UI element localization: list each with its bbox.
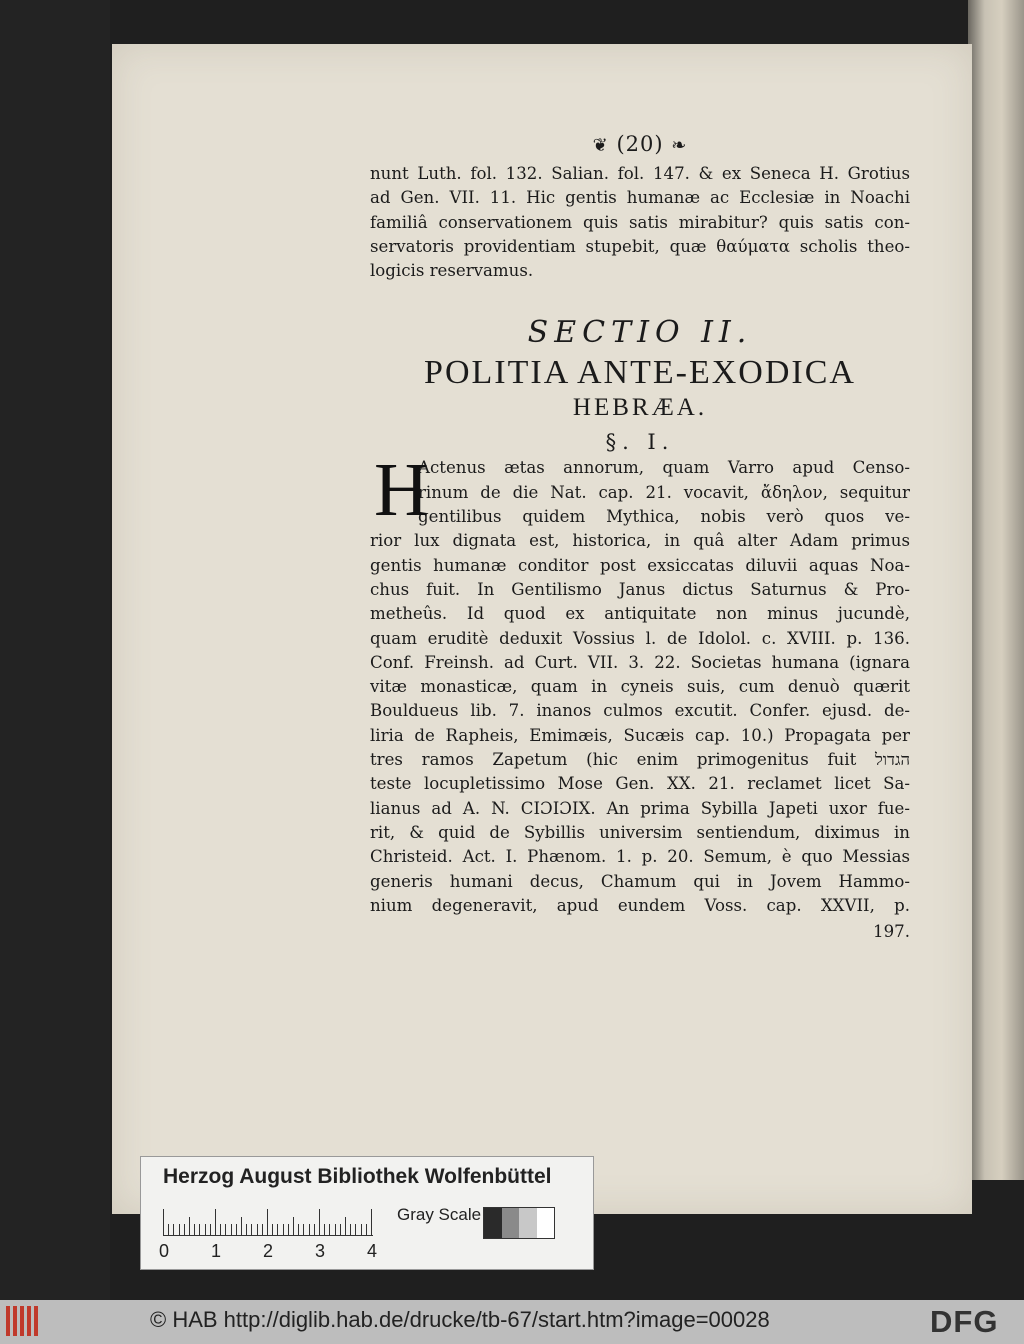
ruler-tick (210, 1224, 211, 1235)
ruler-tick (272, 1224, 273, 1235)
text-line: familiâ conservationem quis satis mirabitur? quis satis con- (370, 212, 910, 232)
ruler-tick (163, 1209, 164, 1235)
ruler-tick (355, 1224, 356, 1235)
ruler-tick (319, 1209, 320, 1235)
text-line: Actenus ætas annorum, quam Varro apud Censo- (418, 458, 910, 478)
facing-page-edge (968, 0, 1024, 1180)
ruler-tick (283, 1224, 284, 1235)
ruler-tick (361, 1224, 362, 1235)
text-line: Christeid. Act. I. Phænom. 1. p. 20. Semum, è quo Messias (370, 847, 910, 867)
ruler-tick (189, 1217, 190, 1235)
ruler-number: 0 (159, 1241, 170, 1261)
ruler-tick (184, 1224, 185, 1235)
text-line: gentis humanæ conditor post exsiccatas diluvii aquas Noa- (370, 555, 910, 575)
text-line: liria de Rapheis, Emimæis, Sucæis cap. 10.) Propagata per (370, 725, 910, 745)
dropcap-paragraph (370, 448, 910, 533)
dfg-logo: DFG (930, 1304, 999, 1339)
ruler-tick (225, 1224, 226, 1235)
ruler-tick (231, 1224, 232, 1235)
paragraph-mark: §. I. (605, 430, 675, 455)
swatch-dark-gray (502, 1208, 520, 1238)
copyright-bar (0, 1300, 1024, 1344)
ruler-tick (350, 1224, 351, 1235)
dropcap-letter: H (374, 448, 429, 533)
ruler-tick (303, 1224, 304, 1235)
section-subtitle: HEBRÆA. (572, 394, 708, 422)
library-color-card (140, 1156, 594, 1270)
text-line: vitæ monasticæ, quam in cyneis suis, cum denuò quærit (370, 677, 910, 697)
swatch-black (484, 1208, 502, 1238)
ruler-number: 4 (367, 1241, 378, 1261)
ruler-number: 1 (211, 1241, 222, 1261)
ruler-tick (257, 1224, 258, 1235)
section-title: POLITIA ANTE-EXODICA (424, 354, 856, 392)
ruler-number: 3 (315, 1241, 326, 1261)
ruler-tick (371, 1209, 372, 1235)
section-heading: SECTIO II. (527, 315, 753, 351)
gray-scale-swatches (483, 1207, 555, 1239)
ruler-tick (329, 1224, 330, 1235)
ruler-tick (241, 1217, 242, 1235)
text-line: nunt Luth. fol. 132. Salian. fol. 147. & ex Seneca H. Grotius (370, 164, 910, 183)
page-number-label: (20) (616, 132, 664, 156)
scan-background-left (0, 0, 110, 1300)
ruler-tick (251, 1224, 252, 1235)
ruler-tick (293, 1217, 294, 1235)
gray-scale-label: Gray Scale (397, 1205, 482, 1224)
text-line: metheûs. Id quod ex antiquitate non minus jucundè, (370, 604, 910, 624)
ruler-tick (194, 1224, 195, 1235)
text-line: tres ramos Zapetum (hic enim primogenitus fuit הגדול (370, 750, 910, 770)
scale-ruler (163, 1209, 373, 1236)
hab-logo-icon (6, 1306, 44, 1336)
ruler-tick (345, 1217, 346, 1235)
text-line: rinum de die Nat. cap. 21. vocavit, ἄδηλον, sequitur (418, 482, 910, 502)
swatch-white (537, 1208, 555, 1238)
text-line: quam eruditè deduxit Vossius l. de Idolol. c. XVIII. p. 136. (370, 628, 910, 648)
catchword: 197. (873, 922, 910, 942)
ruler-tick (246, 1224, 247, 1235)
ruler-tick (199, 1224, 200, 1235)
text-line: teste locupletissimo Mose Gen. XX. 21. reclamet licet Sa- (370, 774, 910, 794)
page-text (370, 132, 910, 944)
ruler-tick (366, 1224, 367, 1235)
fleuron-right-icon: ❧ (671, 135, 688, 156)
copyright-link[interactable]: © HAB http://diglib.hab.de/drucke/tb-67/start.htm?image=00028 (150, 1307, 770, 1332)
ruler-tick (298, 1224, 299, 1235)
text-line: gentilibus quidem Mythica, nobis verò quos ve- (418, 507, 910, 527)
library-name: Herzog August Bibliothek Wolfenbüttel (163, 1165, 552, 1188)
ruler-tick (205, 1224, 206, 1235)
ruler-tick (288, 1224, 289, 1235)
text-line: rit, & quid de Sybillis universim sentiendum, diximus in (370, 822, 910, 842)
text-line: logicis reservamus. (370, 261, 534, 281)
ruler-tick (262, 1224, 263, 1235)
ruler-tick (335, 1224, 336, 1235)
text-line: generis humani decus, Chamum qui in Jovem Hammo- (370, 871, 910, 891)
ruler-tick (267, 1209, 268, 1235)
ruler-tick (236, 1224, 237, 1235)
text-line: ad Gen. VII. 11. Hic gentis humanæ ac Ecclesiæ in Noachi (370, 188, 910, 208)
ruler-tick (220, 1224, 221, 1235)
text-line: Conf. Freinsh. ad Curt. VII. 3. 22. Societas humana (ignara (370, 652, 910, 672)
ruler-tick (324, 1224, 325, 1235)
ruler-number: 2 (263, 1241, 274, 1261)
ruler-tick (314, 1224, 315, 1235)
ruler-tick (309, 1224, 310, 1235)
ruler-tick (215, 1209, 216, 1235)
text-line: Bouldueus lib. 7. inanos culmos excutit. Confer. ejusd. de- (370, 701, 910, 721)
text-line: servatoris providentiam stupebit, quæ θαύματα scholis theo- (370, 236, 910, 256)
ruler-tick (277, 1224, 278, 1235)
ruler-tick (340, 1224, 341, 1235)
fleuron-left-icon: ❦ (592, 135, 609, 156)
swatch-light-gray (519, 1208, 537, 1238)
ruler-tick (179, 1224, 180, 1235)
ruler-tick (168, 1224, 169, 1235)
text-line: nium degeneravit, apud eundem Voss. cap. XXVII, p. (370, 895, 910, 915)
ruler-tick (173, 1224, 174, 1235)
text-line: chus fuit. In Gentilismo Janus dictus Saturnus & Pro- (370, 579, 910, 599)
page-number (370, 132, 910, 156)
text-line: lianus ad A. N. CIƆIƆIX. An prima Sybilla Japeti uxor fue- (370, 798, 910, 818)
text-line: rior lux dignata est, historica, in quâ alter Adam primus (370, 531, 910, 551)
